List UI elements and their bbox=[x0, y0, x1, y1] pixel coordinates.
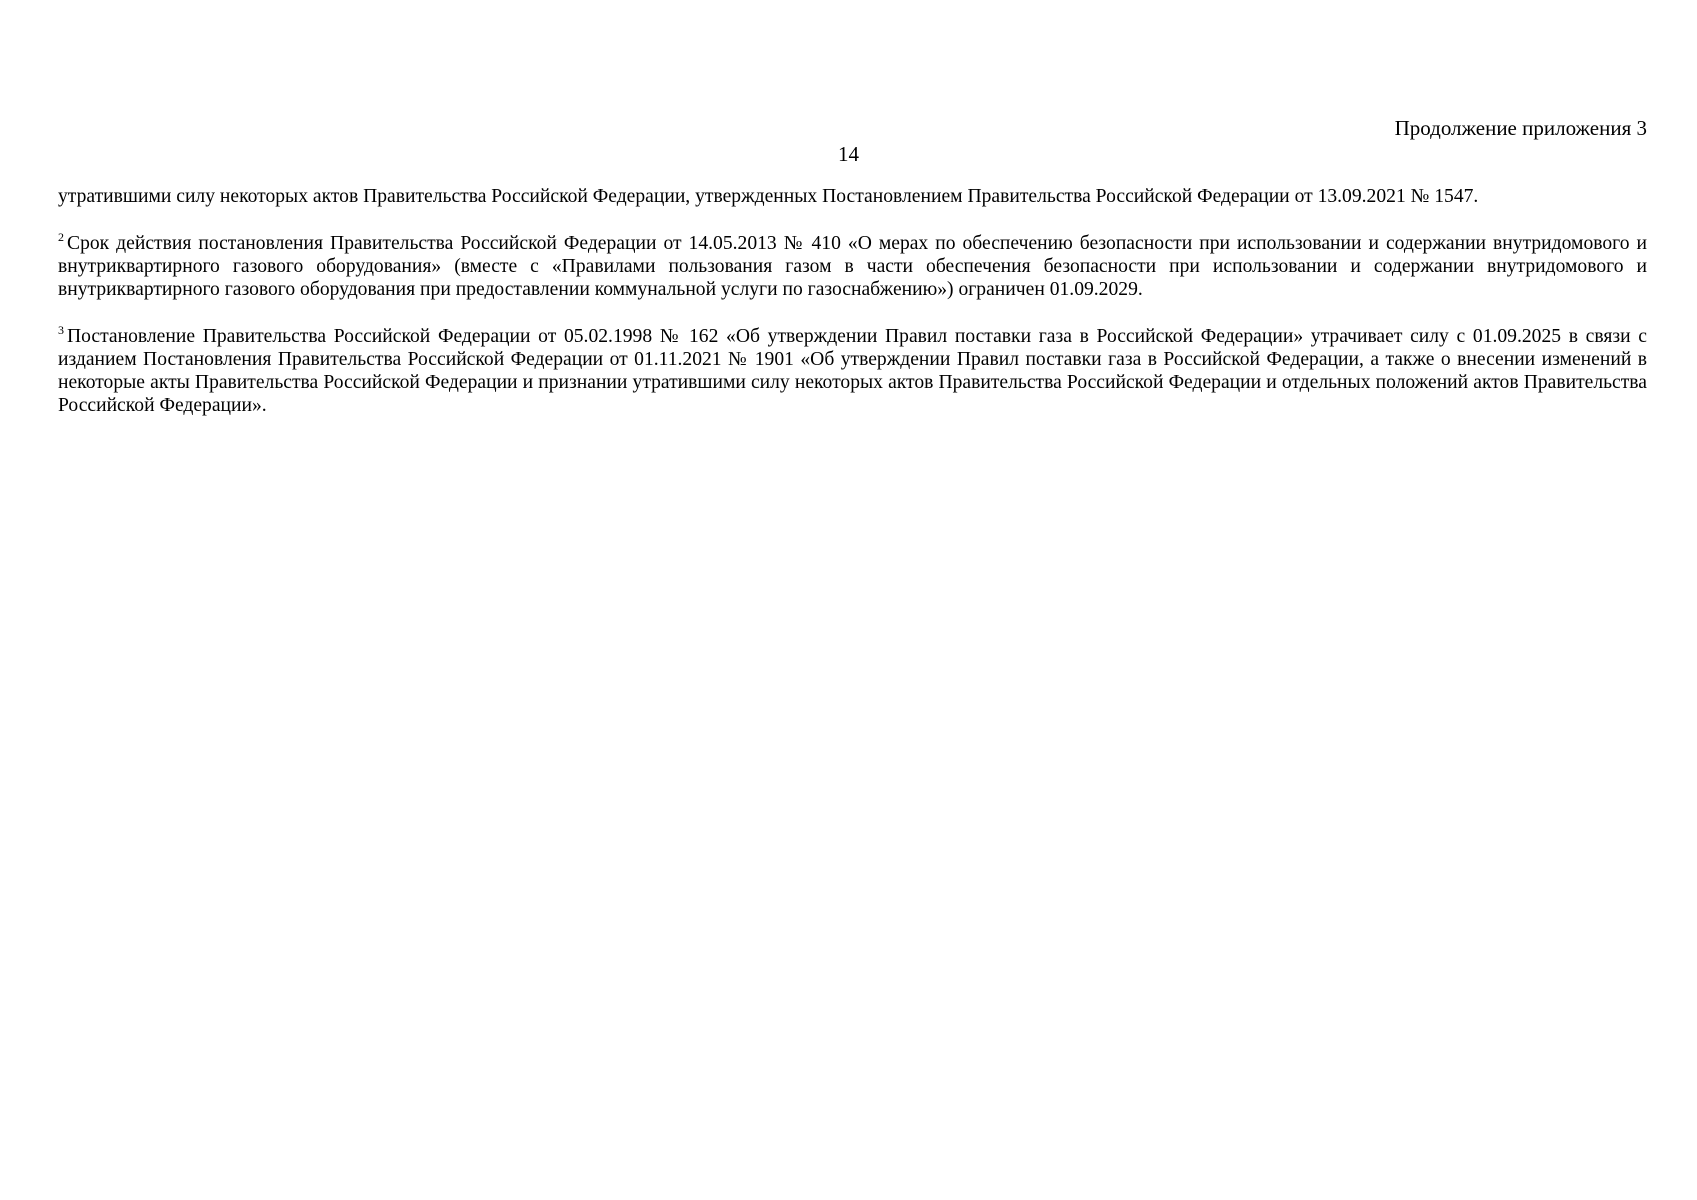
footnote-text: утратившими силу некоторых актов Правительства Российской Федерации, утвержденных Постановлением Правительства Российской Федерации от 13.09.2021 № 1547. bbox=[58, 186, 1479, 207]
footnote-continuation bbox=[58, 185, 1647, 208]
appendix-label: Продолжение приложения 3 bbox=[1394, 116, 1647, 140]
page-number: 14 bbox=[838, 142, 859, 166]
footnote-text: Постановление Правительства Российской Федерации от 05.02.1998 № 162 «Об утверждении Правил поставки газа в Российской Федерации» утрачивает силу с 01.09.2025 в связи с изданием Постановления Правительства Российской Федерации от 01.11.2021 № 1901 «Об утверждении Правил поставки газа в Российской Федерации, а также о внесении изменений в некоторые акты Правительства Российской Федерации и признании утратившими силу некоторых актов Правительства Российской Федерации и отдельных положений актов Правительства Российской Федерации». bbox=[58, 326, 1647, 416]
footnote-2 bbox=[58, 232, 1647, 301]
footnotes-section bbox=[58, 185, 1647, 441]
footnote-text: Срок действия постановления Правительства Российской Федерации от 14.05.2013 № 410 «О мерах по обеспечению безопасности при использовании и содержании внутридомового и внутриквартирного газового оборудования» (вместе с «Правилами пользования газом в части обеспечения безопасности при использовании и содержании внутридомового и внутриквартирного газового оборудования при предоставлении коммунальной услуги по газоснабжению») ограничен 01.09.2029. bbox=[58, 233, 1647, 300]
footnote-marker: 3 bbox=[58, 323, 64, 337]
footnote-marker: 2 bbox=[58, 230, 64, 244]
footnote-3 bbox=[58, 325, 1647, 417]
